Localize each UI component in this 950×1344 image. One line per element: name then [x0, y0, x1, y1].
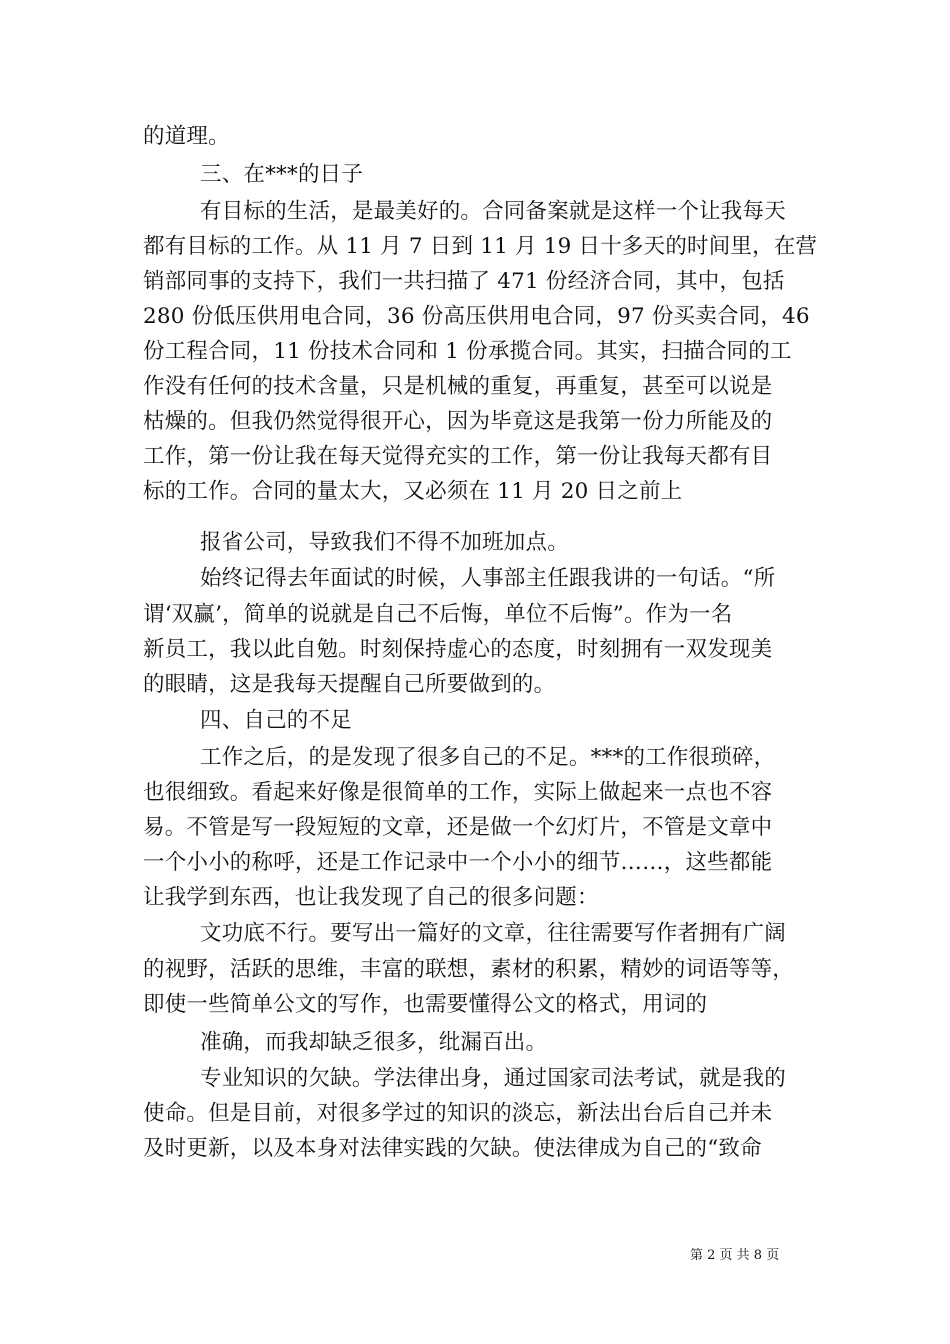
text-line: 报省公司，导致我们不得不加班加点。: [200, 530, 569, 555]
text-line: 280 份低压供用电合同，36 份高压供用电合同，97 份买卖合同，46: [143, 304, 810, 329]
text-line: 都有目标的工作。从 11 月 7 日到 11 月 19 日十多天的时间里，在营: [143, 234, 818, 259]
text-line: 文功底不行。要写出一篇好的文章，往往需要写作者拥有广阔: [200, 921, 786, 946]
text-line: 的道理。: [143, 124, 230, 149]
section-heading: 四、自己的不足: [200, 708, 352, 733]
text-line: 工作，第一份让我在每天觉得充实的工作，第一份让我每天都有目: [143, 444, 773, 469]
text-line: 准确，而我却缺乏很多，纰漏百出。: [200, 1030, 548, 1055]
text-line: 专业知识的欠缺。学法律出身，通过国家司法考试，就是我的: [200, 1066, 786, 1091]
text-line: 始终记得去年面试的时候，人事部主任跟我讲的一句话。“所: [200, 566, 776, 591]
text-line: 的眼睛，这是我每天提醒自己所要做到的。: [143, 672, 556, 697]
text-line: 易。不管是写一段短短的文章，还是做一个幻灯片，不管是文章中: [143, 815, 773, 840]
text-line: 作没有任何的技术含量，只是机械的重复，再重复，甚至可以说是: [143, 374, 773, 399]
page-number: 第 2 页 共 8 页: [690, 1248, 780, 1263]
text-line: 份工程合同，11 份技术合同和 1 份承揽合同。其实，扫描合同的工: [143, 339, 792, 364]
text-line: 新员工，我以此自勉。时刻保持虚心的态度，时刻拥有一双发现美: [143, 637, 773, 662]
text-line: 销部同事的支持下，我们一共扫描了 471 份经济合同，其中，包括: [143, 269, 785, 294]
text-line: 工作之后，的是发现了很多自己的不足。***的工作很琐碎，: [200, 745, 776, 770]
section-heading: 三、在***的日子: [200, 162, 364, 187]
text-line: 使命。但是目前，对很多学过的知识的淡忘，新法出台后自己并未: [143, 1101, 773, 1126]
text-line: 有目标的生活，是最美好的。合同备案就是这样一个让我每天: [200, 199, 786, 224]
text-line: 枯燥的。但我仍然觉得很开心，因为毕竟这是我第一份力所能及的: [143, 409, 773, 434]
text-line: 谓‘双赢’，简单的说就是自己不后悔，单位不后悔”。作为一名: [143, 602, 733, 627]
text-line: 标的工作。合同的量太大，又必须在 11 月 20 日之前上: [143, 479, 683, 504]
text-line: 的视野，活跃的思维，丰富的联想，素材的积累，精妙的词语等等，: [143, 957, 795, 982]
text-line: 及时更新，以及本身对法律实践的欠缺。使法律成为自己的“致命: [143, 1136, 762, 1161]
text-line: 也很细致。看起来好像是很简单的工作，实际上做起来一点也不容: [143, 780, 773, 805]
text-line: 让我学到东西，也让我发现了自己的很多问题：: [143, 885, 599, 910]
text-line: 即使一些简单公文的写作，也需要懂得公文的格式，用词的: [143, 992, 708, 1017]
text-line: 一个小小的称呼，还是工作记录中一个小小的细节……，这些都能: [143, 850, 773, 875]
